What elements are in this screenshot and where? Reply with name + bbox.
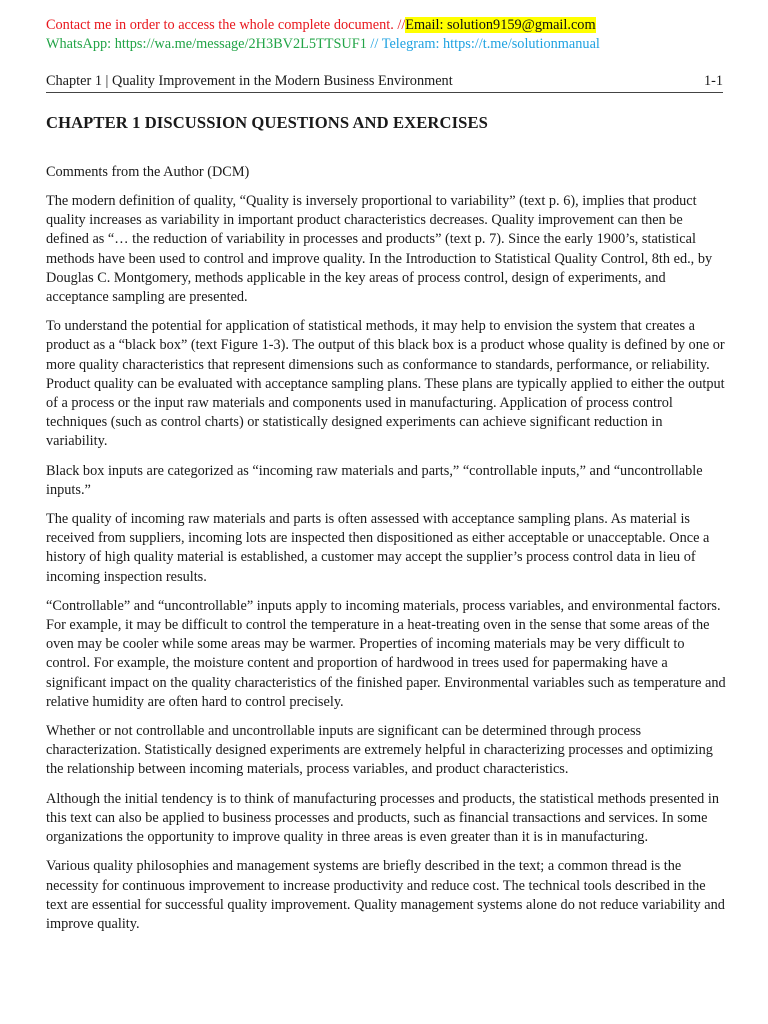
paragraph: “Controllable” and “uncontrollable” inputs apply to incoming materials, process variables, and environmental factors. For example, it may be difficult to control the temperature in a heat-treating oven in the sense that some areas of the oven may be cooler while some areas may be warmer. Properties of incoming materials may be very difficult to control. For example, the moisture content and proportion of hardwood in trees used for papermaking have a significant impact on the quality characteristics of the finished paper. Environmental variables such as temperature and relative humidity are often hard to control precisely.	[46, 597, 726, 710]
contact-banner	[46, 16, 600, 54]
contact-request-text: Contact me in order to access the whole complete document. //	[46, 17, 406, 33]
comments-label: Comments from the Author (DCM)	[46, 164, 250, 180]
body-text	[46, 192, 726, 944]
email-highlight[interactable]: Email: solution9159@gmail.com	[405, 17, 596, 33]
paragraph: The modern definition of quality, “Quality is inversely proportional to variability” (text p. 6), implies that product quality increases as variability in important product characteristics decreases. Quality improvement can then be defined as “… the reduction of variability in processes and products” (text p. 7). Since the early 1900’s, statistical methods have been used to control and improve quality. In the Introduction to Statistical Quality Control, 8th ed., by Douglas C. Montgomery, methods applicable in the key areas of process control, design of experiments, and acceptance sampling are presented.	[46, 193, 713, 306]
paragraph: The quality of incoming raw materials and parts is often assessed with acceptance sampling plans. As material is received from suppliers, incoming lots are inspected then dispositioned as either acceptable or unacceptable. Once a history of high quality material is established, a customer may accept the supplier’s process control data in lieu of incoming inspection results.	[46, 511, 710, 585]
chapter-heading: CHAPTER 1 DISCUSSION QUESTIONS AND EXERCISES	[46, 113, 488, 132]
contact-separator: //	[366, 36, 382, 52]
chapter-header-title: Chapter 1 | Quality Improvement in the Modern Business Environment	[46, 73, 453, 89]
contact-line-2	[46, 35, 600, 54]
page-number: 1-1	[703, 73, 723, 89]
paragraph: Various quality philosophies and management systems are briefly described in the text; a common thread is the necessity for continuous improvement to increase productivity and reduce cost. The technical tools described in the text are essential for successful quality improvement. Quality management systems alone do not reduce variability and improve quality.	[46, 858, 725, 932]
telegram-link[interactable]: Telegram: https://t.me/solutionmanual	[381, 36, 600, 52]
contact-line-1	[46, 16, 600, 35]
paragraph: Black box inputs are categorized as “incoming raw materials and parts,” “controllable inputs,” and “uncontrollable inputs.”	[46, 462, 703, 498]
paragraph: Although the initial tendency is to think of manufacturing processes and products, the statistical methods presented in this text can also be applied to business processes and products, such as financial transactions and services. In some organizations the opportunity to improve quality in three areas is even greater than it is in manufacturing.	[46, 790, 719, 846]
running-header	[46, 72, 723, 93]
paragraph: To understand the potential for application of statistical methods, it may help to envision the system that creates a product as a “black box” (text Figure 1-3). The output of this black box is a product whose quality is defined by one or more quality characteristics that represent dimensions such as conformance to standards, performance, or reliability. Product quality can be evaluated with acceptance sampling plans. These plans are typically applied to either the output of a process or the input raw materials and components used in manufacturing. Application of process control techniques (such as control charts) or statistically designed experiments can achieve significant reduction in variability.	[46, 318, 725, 450]
paragraph: Whether or not controllable and uncontrollable inputs are significant can be determined through process characterization. Statistically designed experiments are extremely helpful in characterizing processes and optimizing the relationship between incoming materials, process variables, and product characteristics.	[46, 723, 713, 778]
whatsapp-link[interactable]: WhatsApp: https://wa.me/message/2H3BV2L5TTSUF1	[46, 36, 367, 52]
